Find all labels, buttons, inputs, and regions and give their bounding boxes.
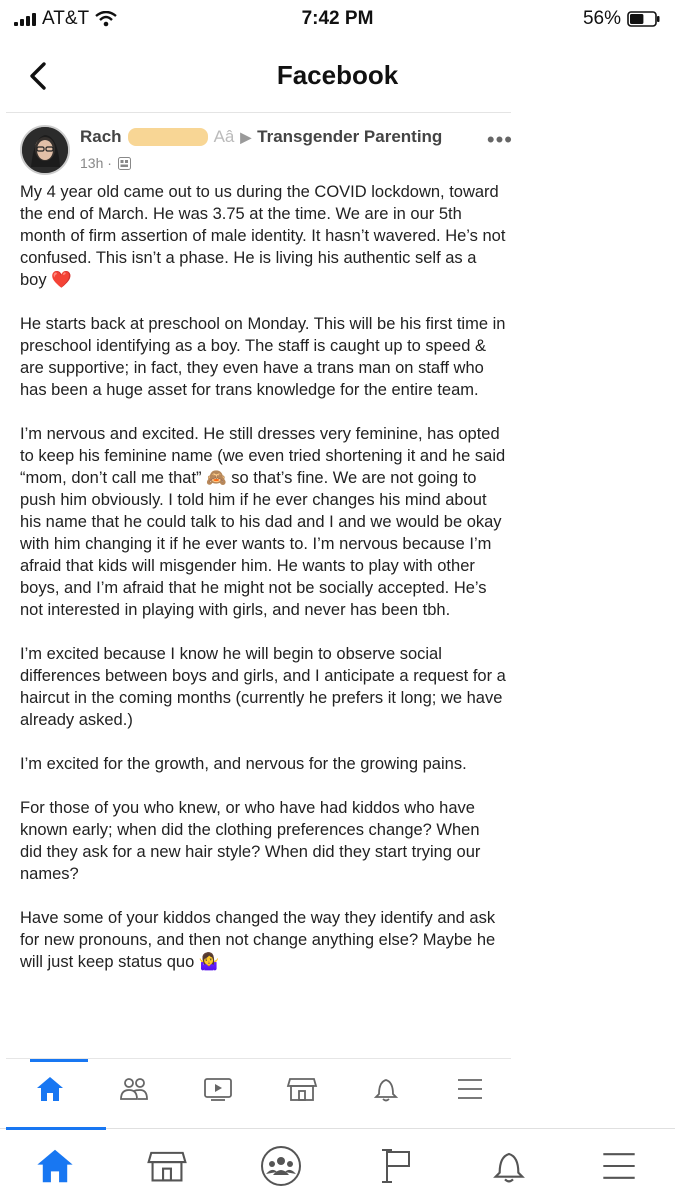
tab-notifications[interactable] [366,1069,406,1109]
avatar[interactable] [20,125,70,175]
tab-watch[interactable] [198,1069,238,1109]
watch-icon [202,1075,234,1103]
bottom-tab-pages[interactable] [372,1141,422,1191]
post-header [80,127,442,147]
top-nav [0,40,675,110]
notifications-icon [489,1145,529,1187]
carrier-label: AT&T [42,8,90,29]
author-name[interactable]: Rach [80,127,122,146]
menu-icon [599,1149,639,1183]
post-paragraph: I’m excited because I know he will begin to observe social differences between boys and girls, and I anticipate a request for a haircut in the coming months (currently he prefers it long; we have already asked.) [20,645,506,729]
bottom-tab-groups[interactable] [256,1141,306,1191]
battery-group [583,8,661,30]
battery-percent: 56% [582,8,621,29]
home-icon [34,1147,76,1185]
group-privacy-icon [118,157,131,170]
notifications-icon [371,1074,401,1104]
post-card [6,112,511,1063]
active-tab-indicator [6,1127,106,1130]
marketplace-icon [146,1147,188,1185]
menu-icon [455,1076,485,1102]
friends-icon [118,1075,150,1103]
battery-icon [627,11,661,27]
avatar-photo-icon [22,127,68,173]
tab-friends[interactable] [114,1069,154,1109]
tab-marketplace[interactable] [282,1069,322,1109]
post-paragraph: He starts back at preschool on Monday. This will be his first time in preschool identifying as a boy. The staff is caught up to speed & are supportive; in fact, they even have a trans man on staff who has been a huge asset for trans knowledge for the entire team. [20,315,506,399]
redacted-highlight [128,128,208,146]
post-paragraph: For those of you who knew, or who have had kiddos who have known early; when did the clothing preferences change? When did they ask for a new hair style? When did they start trying our names? [20,799,481,883]
post-paragraph: My 4 year old came out to us during the COVID lockdown, toward the end of March. He was 3.75 at the time. We are in our 5th month of firm assertion of male identity. It hasn’t wavered. He’s not confused. This isn’t a phase. He is living his authentic self as a boy ❤️ [20,183,506,289]
more-options-button[interactable]: ••• [486,127,513,152]
home-icon [35,1075,65,1103]
tab-home[interactable] [30,1069,70,1109]
post-meta [80,155,131,171]
post-time[interactable]: 13h · [80,155,112,171]
bottom-tab-notifications[interactable] [484,1141,534,1191]
bottom-tab-home[interactable] [30,1141,80,1191]
status-bar [0,0,675,36]
pages-flag-icon [377,1146,417,1186]
post-paragraph: Have some of your kiddos changed the way they identify and ask for new pronouns, and then not change anything else? Maybe he will just keep status quo 🤷‍♀️ [20,909,496,971]
active-tab-indicator [30,1059,88,1062]
post-body [20,181,506,995]
clock: 7:42 PM [301,8,374,29]
inner-tab-bar [6,1058,511,1119]
author-name-suffix: Aâ [213,127,235,146]
bottom-tab-bar [0,1128,675,1201]
tab-menu[interactable] [450,1069,490,1109]
page-title: Facebook [276,60,399,90]
post-paragraph: I’m excited for the growth, and nervous for the growing pains. [20,755,467,773]
post-paragraph: I’m nervous and excited. He still dresses very feminine, has opted to keep his feminine name (we even tried shortening it and he said “mom, don’t call me that” 🙈 so that’s fine. We are not going to push him obviously. I told him if he ever changes his mind about his name that he could talk to his dad and I and we would be okay with him changing it if he ever wants to. I’m nervous because I’m afraid that kids will misgender him. He wants to play with other boys, and I’m afraid that he might not be socially accepted. He’s not interested in playing with girls, and never has been tbh. [20,425,506,619]
groups-icon [259,1144,303,1188]
bottom-tab-marketplace[interactable] [142,1141,192,1191]
bottom-tab-menu[interactable] [594,1141,644,1191]
marketplace-icon [286,1075,318,1103]
group-name[interactable]: Transgender Parenting [257,127,443,146]
caret-right-icon: ▶ [240,128,252,145]
